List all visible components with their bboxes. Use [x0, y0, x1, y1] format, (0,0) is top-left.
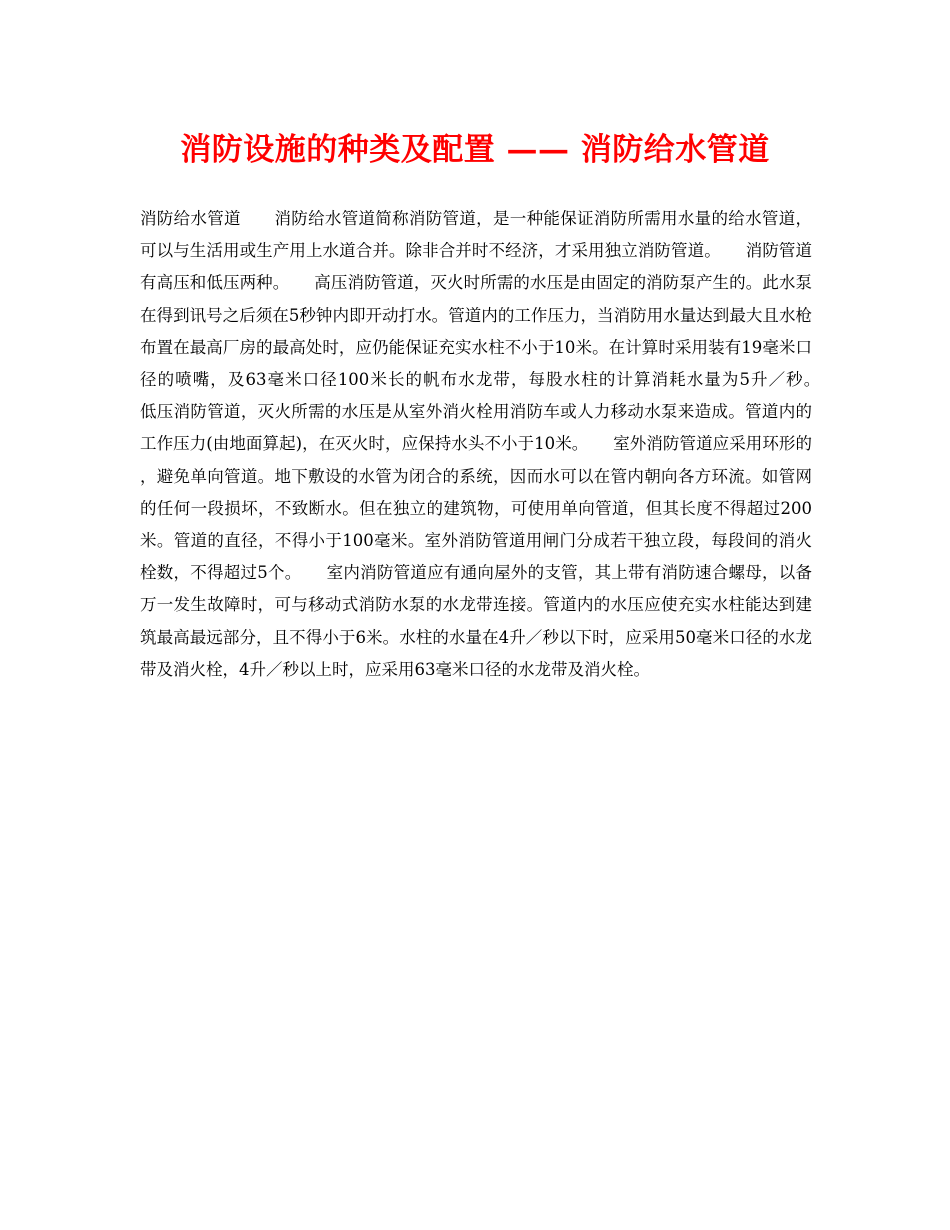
document-body: 消防给水管道 消防给水管道简称消防管道，是一种能保证消防所需用水量的给水管道，可以与生活用或生产用上水道合并。除非合并时不经济，才采用独立消防管道。 消防管道有高压和低压两种。 高压消防管道，灭火时所需的水压是由固定的消防泵产生的。此水泵在得到讯号之后须在5秒钟内即开动打水。管道内的工作压力，当消防用水量达到最大且水枪布置在最高厂房的最高处时，应仍能保证充实水柱不小于10米。在计算时采用装有19毫米口径的喷嘴，及63毫米口径100米长的帆布水龙带，每股水柱的计算消耗水量为5升／秒。 低压消防管道，灭火所需的水压是从室外消火栓用消防车或人力移动水泵来造成。管道内的工作压力(由地面算起)，在灭火时，应保持水头不小于10米。 室外消防管道应采用环形的，避免单向管道。地下敷设的水管为闭合的系统，因而水可以在管内朝向各方环流。如管网的任何一段损坏，不致断水。但在独立的建筑物，可使用单向管道，但其长度不得超过200米。管道的直径，不得小于100毫米。室外消防管道用闸门分成若干独立段，每段间的消火栓数，不得超过5个。 室内消防管道应有通向屋外的支管，其上带有消防速合螺母，以备万一发生故障时，可与移动式消防水泵的水龙带连接。管道内的水压应使充实水柱能达到建筑最高最远部分，且不得小于6米。水柱的水量在4升／秒以下时，应采用50毫米口径的水龙带及消火栓，4升／秒以上时，应采用63毫米口径的水龙带及消火栓。: [140, 209, 845, 679]
document-title: 消防设施的种类及配置 —— 消防给水管道: [180, 132, 770, 168]
